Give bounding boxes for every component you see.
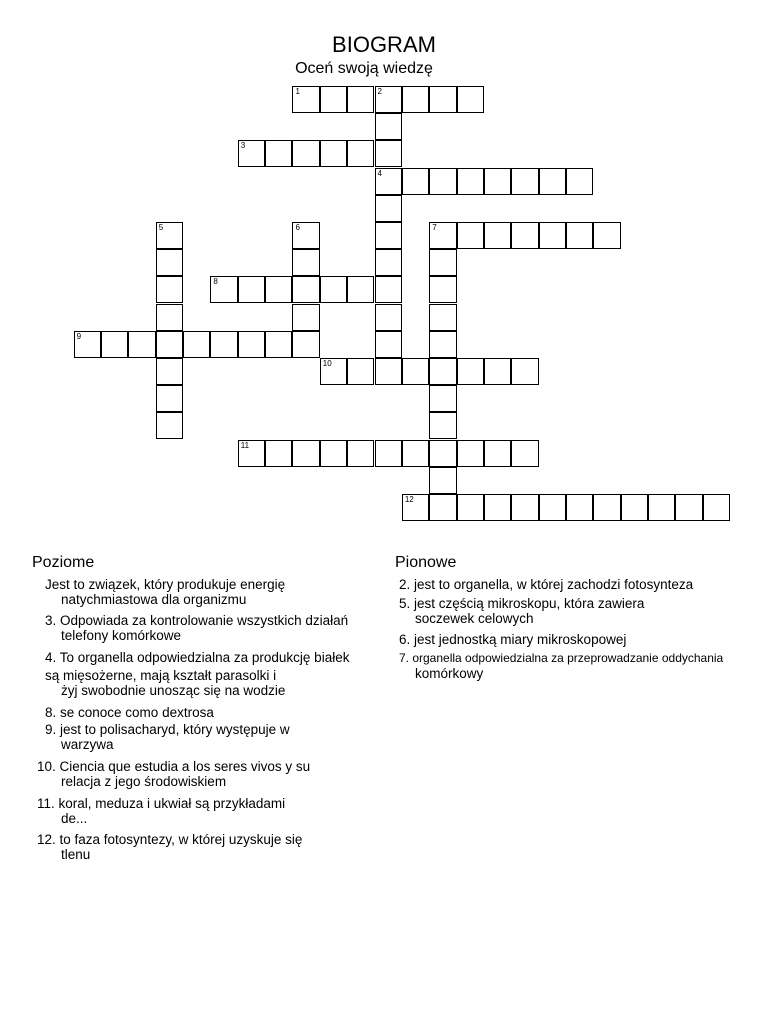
- crossword-cell[interactable]: [265, 440, 292, 467]
- across-clue-11: [37, 796, 285, 826]
- crossword-cell[interactable]: [101, 331, 128, 358]
- crossword-cell[interactable]: [484, 358, 511, 385]
- clue-number: 9: [76, 331, 82, 341]
- clue-line: są mięsożerne, mają kształt parasolki i: [45, 668, 277, 683]
- crossword-cell[interactable]: [457, 168, 484, 195]
- crossword-cell[interactable]: [511, 222, 538, 249]
- crossword-cell[interactable]: [375, 168, 402, 195]
- clue-line: komórkowy: [415, 666, 484, 681]
- crossword-cell[interactable]: [375, 440, 402, 467]
- clue-number: 11: [240, 440, 250, 450]
- crossword-cell[interactable]: [292, 276, 319, 303]
- crossword-cell[interactable]: [703, 494, 730, 521]
- crossword-cell[interactable]: [402, 440, 429, 467]
- crossword-cell[interactable]: [402, 358, 429, 385]
- crossword-cell[interactable]: [429, 494, 456, 521]
- crossword-cell[interactable]: [484, 168, 511, 195]
- clue-number: 3: [240, 141, 246, 151]
- crossword-cell[interactable]: [511, 168, 538, 195]
- crossword-cell[interactable]: [210, 331, 237, 358]
- crossword-cell[interactable]: [265, 331, 292, 358]
- clue-number: 8: [213, 277, 218, 287]
- crossword-cell[interactable]: [429, 331, 456, 358]
- down-clue-5: [399, 596, 644, 626]
- crossword-cell[interactable]: [593, 494, 620, 521]
- crossword-cell[interactable]: [484, 440, 511, 467]
- crossword-cell[interactable]: [156, 331, 183, 358]
- crossword-cell[interactable]: [457, 494, 484, 521]
- crossword-cell[interactable]: [347, 140, 374, 167]
- crossword-cell[interactable]: [156, 385, 183, 412]
- crossword-cell[interactable]: [292, 222, 319, 249]
- across-clue-extra: [45, 668, 285, 698]
- crossword-cell[interactable]: [74, 331, 101, 358]
- crossword-cell[interactable]: [320, 140, 347, 167]
- clue-line: tlenu: [61, 847, 91, 862]
- crossword-cell[interactable]: [511, 358, 538, 385]
- crossword-cell[interactable]: [265, 140, 292, 167]
- clue-line: soczewek celowych: [415, 611, 534, 626]
- crossword-cell[interactable]: [457, 86, 484, 113]
- clue-number: 2: [377, 87, 382, 96]
- clue-line: telefony komórkowe: [61, 628, 182, 643]
- page-subtitle: Oceń swoją wiedzę: [295, 60, 433, 77]
- crossword-cell[interactable]: [292, 304, 319, 331]
- clue-number: 1: [295, 87, 300, 96]
- crossword-cell[interactable]: [292, 86, 319, 113]
- crossword-cell[interactable]: [320, 276, 347, 303]
- across-clue-8: [45, 705, 214, 720]
- crossword-cell[interactable]: [429, 249, 456, 276]
- crossword-cell[interactable]: [292, 440, 319, 467]
- crossword-cell[interactable]: [347, 440, 374, 467]
- crossword-cell[interactable]: [429, 358, 456, 385]
- clue-line: 6. jest jednostką miary mikroskopowej: [399, 632, 627, 647]
- crossword-cell[interactable]: [429, 276, 456, 303]
- crossword-cell[interactable]: [375, 113, 402, 140]
- crossword-cell[interactable]: [675, 494, 702, 521]
- clue-line: 10. Ciencia que estudia a los seres vivos y su: [37, 759, 311, 774]
- clue-line: Jest to związek, który produkuje energię: [45, 577, 286, 592]
- clue-line: 7. organella odpowiedzialna za przeprowadzanie oddychania: [399, 651, 724, 665]
- crossword-cell[interactable]: [292, 331, 319, 358]
- clue-line: warzywa: [61, 737, 114, 752]
- clue-number: 6: [295, 223, 300, 232]
- clue-line: natychmiastowa dla organizmu: [61, 592, 247, 607]
- crossword-cell[interactable]: [347, 276, 374, 303]
- crossword-cell[interactable]: [375, 86, 402, 113]
- clue-number: 4: [377, 168, 382, 178]
- crossword-cell[interactable]: [511, 440, 538, 467]
- crossword-cell[interactable]: [429, 304, 456, 331]
- clue-line: 8. se conoce como dextrosa: [45, 705, 214, 720]
- across-clue-4: [45, 650, 349, 665]
- crossword-cell[interactable]: [375, 358, 402, 385]
- crossword-cell[interactable]: [429, 168, 456, 195]
- clue-line: 5. jest częścią mikroskopu, która zawiera: [399, 596, 645, 611]
- across-clue-10: [37, 759, 310, 789]
- crossword-cell[interactable]: [566, 222, 593, 249]
- crossword-cell[interactable]: [265, 276, 292, 303]
- crossword-cell[interactable]: [484, 494, 511, 521]
- crossword-cell[interactable]: [375, 222, 402, 249]
- crossword-cell[interactable]: [156, 358, 183, 385]
- crossword-cell[interactable]: [320, 86, 347, 113]
- crossword-cell[interactable]: [347, 86, 374, 113]
- clue-line: 3. Odpowiada za kontrolowanie wszystkich działań: [45, 613, 349, 628]
- crossword-cell[interactable]: [539, 168, 566, 195]
- clue-line: 11. koral, meduza i ukwiał są przykładami: [37, 796, 286, 811]
- crossword-cell[interactable]: [375, 331, 402, 358]
- crossword-cell[interactable]: [156, 222, 183, 249]
- crossword-cell[interactable]: [429, 86, 456, 113]
- crossword-cell[interactable]: [375, 249, 402, 276]
- down-clue-7: [399, 650, 723, 681]
- crossword-cell[interactable]: [156, 249, 183, 276]
- crossword-cell[interactable]: [429, 440, 456, 467]
- across-clue-12: [37, 832, 302, 862]
- crossword-cell[interactable]: [183, 331, 210, 358]
- across-clue-9: [45, 722, 290, 752]
- crossword-cell[interactable]: [402, 494, 429, 521]
- page-title: BIOGRAM: [332, 32, 436, 57]
- crossword-cell[interactable]: [457, 358, 484, 385]
- crossword-cell[interactable]: [375, 276, 402, 303]
- clue-line: 4. To organella odpowiedzialna za produkcję białek: [45, 650, 350, 665]
- across-clue-1: [45, 577, 285, 607]
- crossword-cell[interactable]: [621, 494, 648, 521]
- down-clue-2: [399, 577, 693, 592]
- across-clue-3: [45, 613, 348, 643]
- clue-number: 10: [322, 359, 332, 368]
- crossword-cell[interactable]: [375, 140, 402, 167]
- crossword-cell[interactable]: [238, 440, 265, 467]
- crossword-cell[interactable]: [375, 195, 402, 222]
- crossword-cell[interactable]: [238, 331, 265, 358]
- crossword-cell[interactable]: [429, 412, 456, 439]
- clue-line: 12. to faza fotosyntezy, w której uzyskuje się: [37, 832, 303, 847]
- clue-number: 5: [158, 223, 164, 232]
- down-clue-6: [399, 632, 626, 647]
- crossword-cell[interactable]: [457, 222, 484, 249]
- crossword-cell[interactable]: [539, 222, 566, 249]
- clue-line: 2. jest to organella, w której zachodzi fotosynteza: [399, 577, 694, 592]
- clue-line: 9. jest to polisacharyd, który występuje w: [45, 722, 290, 737]
- crossword-cell[interactable]: [292, 140, 319, 167]
- crossword-cell[interactable]: [156, 412, 183, 439]
- clue-number: 7: [432, 223, 437, 232]
- clue-number: 12: [404, 495, 414, 504]
- clue-line: de...: [61, 811, 88, 826]
- across-clues-heading: Poziome: [32, 554, 95, 571]
- crossword-cell[interactable]: [238, 140, 265, 167]
- crossword-cell[interactable]: [457, 440, 484, 467]
- crossword-cell[interactable]: [375, 304, 402, 331]
- crossword-cell[interactable]: [648, 494, 675, 521]
- clue-line: relacja z jego środowiskiem: [61, 774, 227, 789]
- crossword-cell[interactable]: [566, 494, 593, 521]
- crossword-cell[interactable]: [539, 494, 566, 521]
- crossword-cell[interactable]: [156, 276, 183, 303]
- crossword-cell[interactable]: [593, 222, 620, 249]
- crossword-cell[interactable]: [238, 276, 265, 303]
- crossword-cell[interactable]: [511, 494, 538, 521]
- crossword-cell[interactable]: [156, 304, 183, 331]
- crossword-cell[interactable]: [402, 86, 429, 113]
- crossword-cell[interactable]: [429, 222, 456, 249]
- down-clues-heading: Pionowe: [395, 554, 457, 571]
- crossword-cell[interactable]: [128, 331, 155, 358]
- crossword-cell[interactable]: [484, 222, 511, 249]
- crossword-cell[interactable]: [320, 358, 347, 385]
- crossword-cell[interactable]: [566, 168, 593, 195]
- crossword-cell[interactable]: [402, 168, 429, 195]
- crossword-cell[interactable]: [292, 249, 319, 276]
- crossword-cell[interactable]: [210, 276, 237, 303]
- clue-line: żyj swobodnie unosząc się na wodzie: [61, 683, 286, 698]
- crossword-cell[interactable]: [347, 358, 374, 385]
- crossword-cell[interactable]: [320, 440, 347, 467]
- crossword-cell[interactable]: [429, 385, 456, 412]
- crossword-cell[interactable]: [429, 467, 456, 494]
